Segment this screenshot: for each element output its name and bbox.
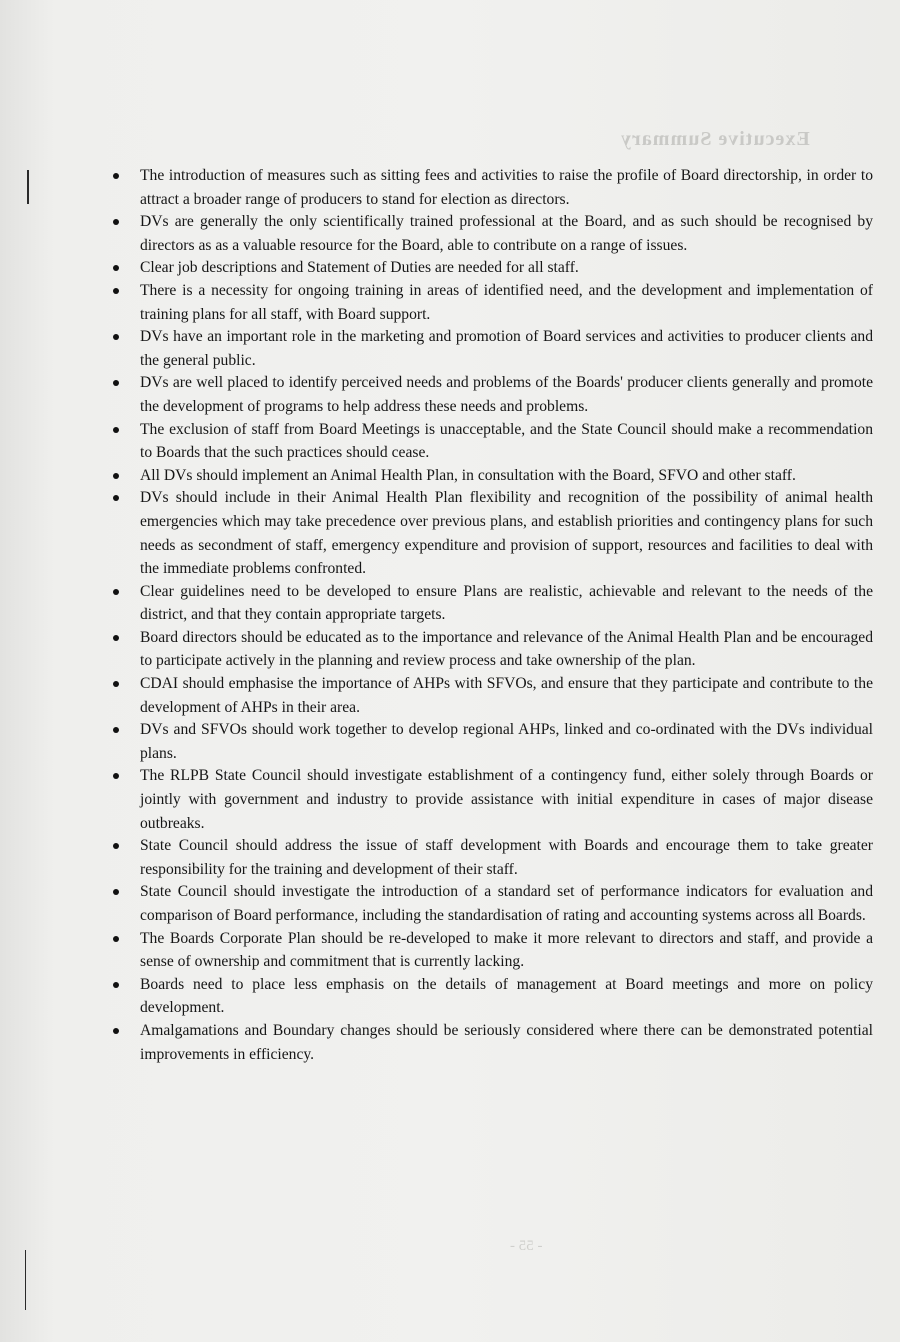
bleed-through-heading: Executive Summary xyxy=(620,128,810,150)
bullet-icon xyxy=(113,288,119,294)
recommendation-item xyxy=(113,325,873,372)
recommendation-item xyxy=(113,486,873,580)
recommendation-item xyxy=(113,164,873,211)
recommendation-item xyxy=(113,418,873,465)
recommendation-text: Clear job descriptions and Statement of Duties are needed for all staff. xyxy=(140,259,579,277)
recommendation-text: Boards need to place less emphasis on the details of management at Board meetings and more on policy development. xyxy=(140,975,873,1017)
recommendation-item xyxy=(113,256,873,280)
recommendation-text: The introduction of measures such as sitting fees and activities to raise the profile of Board directorship, in order to attract a broader range of producers to stand for election as directors. xyxy=(140,167,873,208)
recommendation-text: DVs are well placed to identify perceived needs and problems of the Boards' producer clients generally and promote the development of programs to help address these needs and problems. xyxy=(140,374,873,415)
recommendation-text: All DVs should implement an Animal Health Plan, in consultation with the Board, SFVO and other staff. xyxy=(140,466,796,484)
bullet-icon xyxy=(113,681,119,687)
bullet-icon xyxy=(113,173,119,179)
recommendation-item xyxy=(113,580,873,627)
bullet-icon xyxy=(113,334,119,340)
recommendation-text: State Council should investigate the introduction of a standard set of performance indicators for evaluation and comparison of Board performance, including the standardisation of rating and accounting systems across all Boards. xyxy=(140,883,873,924)
recommendation-text: DVs and SFVOs should work together to develop regional AHPs, linked and co-ordinated with the DVs individual plans. xyxy=(140,721,873,762)
recommendation-text: DVs are generally the only scientifically trained professional at the Board, and as such should be recognised by directors as as a valuable resource for the Board, able to contribute on a range of issues. xyxy=(140,213,873,254)
recommendation-item xyxy=(113,626,873,673)
recommendation-item xyxy=(113,927,873,974)
recommendation-text: Amalgamations and Boundary changes should be seriously considered where there can be demonstrated potential improvements in efficiency. xyxy=(140,1021,873,1063)
bullet-icon xyxy=(113,843,119,849)
recommendation-text: DVs should include in their Animal Health Plan flexibility and recognition of the possibility of animal health emergencies which may take precedence over previous plans, and establish priorities and contingency plans for such needs as secondment of staff, emergency expenditure and provision of support, resources and facilities to deal with the immediate problems confronted. xyxy=(140,489,873,578)
bullet-icon xyxy=(113,889,119,895)
recommendation-text: State Council should address the issue of staff development with Boards and encourage them to take greater responsibility for the training and development of their staff. xyxy=(140,837,873,878)
recommendation-text: The RLPB State Council should investigate establishment of a contingency fund, either solely through Boards or jointly with government and industry to provide assistance with initial expenditure in cases of major disease outbreaks. xyxy=(140,767,873,832)
recommendation-item xyxy=(113,1019,873,1066)
bullet-icon xyxy=(113,589,119,595)
recommendation-item xyxy=(113,672,873,719)
recommendation-text: The Boards Corporate Plan should be re-developed to make it more relevant to directors and staff, and provide a sense of ownership and commitment that is currently lacking. xyxy=(140,929,873,971)
recommendation-text: Clear guidelines need to be developed to ensure Plans are realistic, achievable and relevant to the needs of the district, and that they contain appropriate targets. xyxy=(140,582,873,624)
recommendation-item xyxy=(113,464,873,488)
bullet-icon xyxy=(113,1028,119,1034)
recommendation-text: CDAI should emphasise the importance of AHPs with SFVOs, and ensure that they participate and contribute to the development of AHPs in their area. xyxy=(140,675,873,716)
bullet-icon xyxy=(113,427,119,433)
bleed-through-page-number: - 55 - xyxy=(510,1238,543,1254)
binding-edge-mark xyxy=(27,170,29,204)
binding-edge-mark xyxy=(25,1250,26,1310)
bullet-icon xyxy=(113,982,119,988)
bullet-icon xyxy=(113,219,119,225)
recommendation-item xyxy=(113,880,873,927)
recommendation-item xyxy=(113,834,873,881)
recommendation-text: Board directors should be educated as to the importance and relevance of the Animal Health Plan and be encouraged to participate actively in the planning and review process and take ownership of the plan. xyxy=(140,628,873,670)
bullet-icon xyxy=(113,473,119,479)
bullet-icon xyxy=(113,727,119,733)
recommendation-item xyxy=(113,764,873,835)
recommendation-item xyxy=(113,718,873,765)
recommendation-item xyxy=(113,371,873,418)
recommendation-item xyxy=(113,210,873,257)
bullet-icon xyxy=(113,380,119,386)
bullet-icon xyxy=(113,635,119,641)
bullet-icon xyxy=(113,495,119,501)
recommendations-list xyxy=(113,164,873,1065)
recommendation-text: DVs have an important role in the marketing and promotion of Board services and activities to producer clients and the general public. xyxy=(140,328,873,369)
recommendation-item xyxy=(113,279,873,326)
bullet-icon xyxy=(113,265,119,271)
recommendation-text: There is a necessity for ongoing training in areas of identified need, and the development and implementation of training plans for all staff, with Board support. xyxy=(140,281,873,323)
recommendation-item xyxy=(113,973,873,1020)
recommendation-text: The exclusion of staff from Board Meetings is unacceptable, and the State Council should make a recommendation to Boards that the such practices should cease. xyxy=(140,420,873,462)
bullet-icon xyxy=(113,936,119,942)
bullet-icon xyxy=(113,773,119,779)
